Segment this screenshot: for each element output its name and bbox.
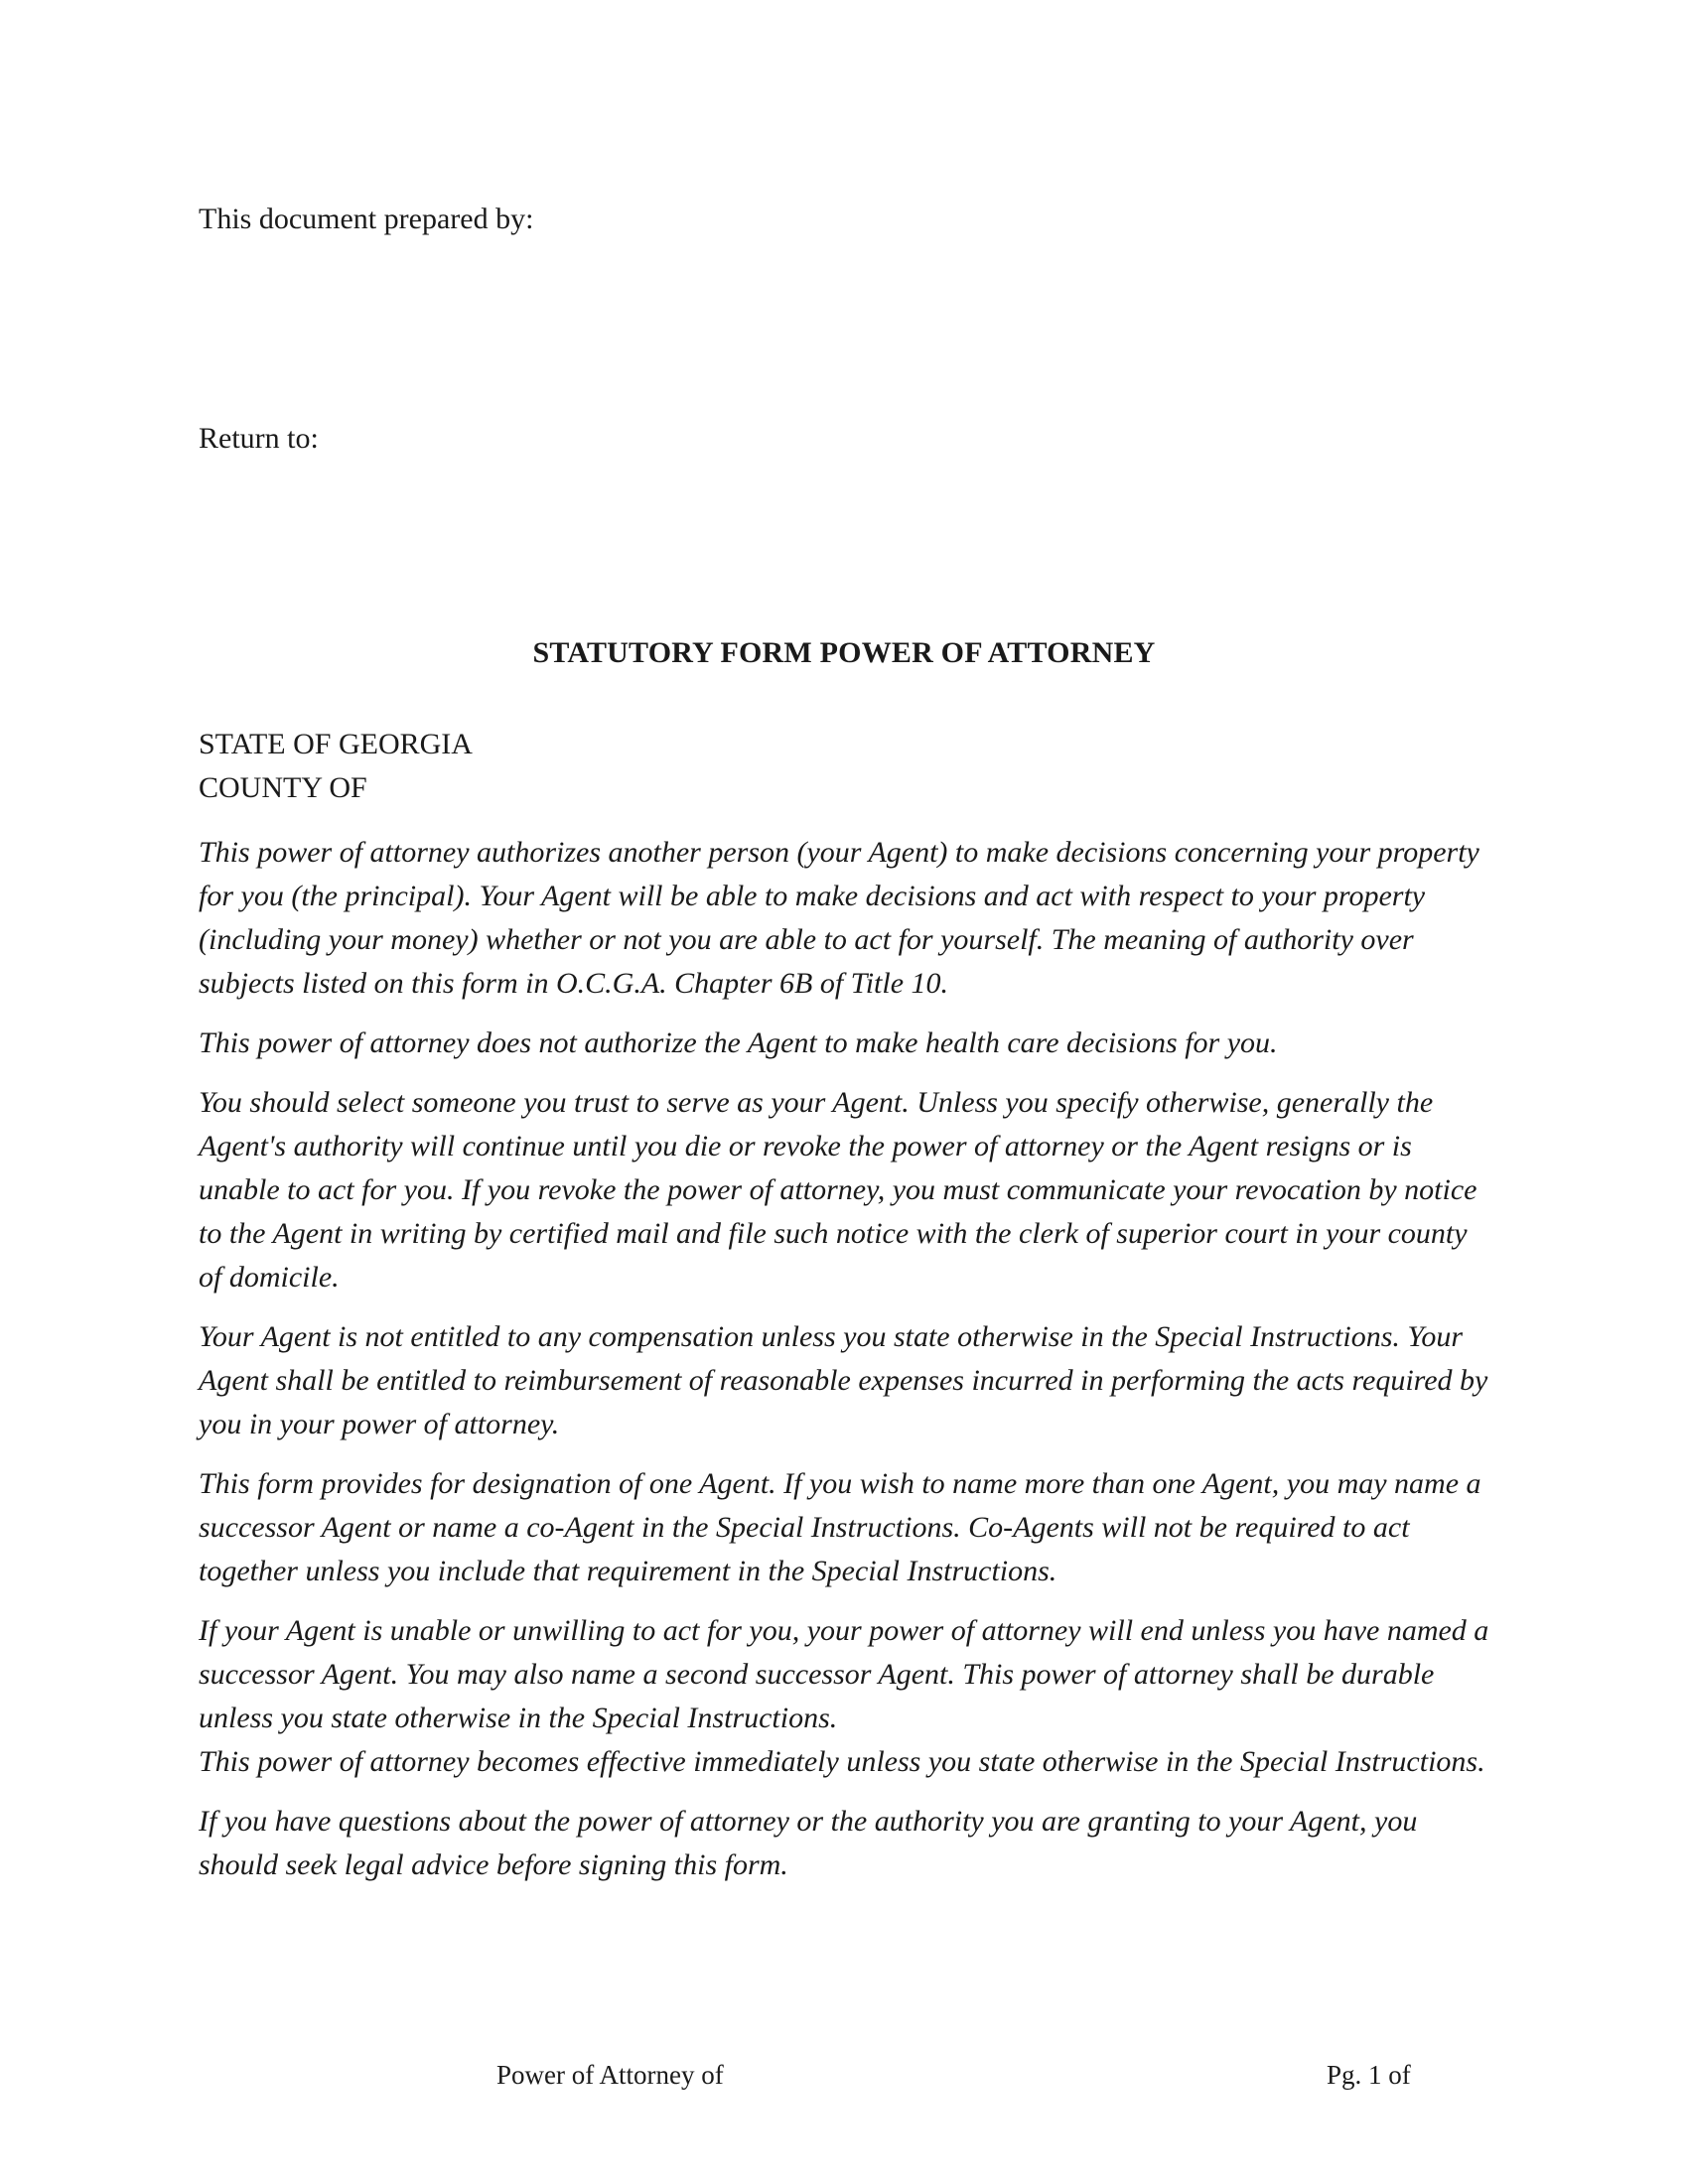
paragraph-compensation: Your Agent is not entitled to any compensation unless you state otherwise in the Special Instructions. Your Agent shall be entitled to reimbursement of reasonable expenses incurred in performing the acts required by you in your power of attorney.	[199, 1320, 1488, 1440]
jurisdiction-block	[199, 723, 473, 810]
return-to-label: Return to:	[199, 422, 319, 455]
instructions-body	[199, 831, 1489, 1903]
prepared-by-label: This document prepared by:	[199, 203, 534, 235]
footer-page-number: Pg. 1 of	[1327, 2060, 1411, 2090]
document-title: STATUTORY FORM POWER OF ATTORNEY	[532, 636, 1156, 669]
paragraph-health-care: This power of attorney does not authorize the Agent to make health care decisions for you.	[199, 1026, 1278, 1059]
county-line: COUNTY OF	[199, 771, 367, 804]
footer-document-name: Power of Attorney of	[496, 2060, 724, 2090]
paragraph-successor: If your Agent is unable or unwilling to act for you, your power of attorney will end unless you have named a successor Agent. You may also name a second successor Agent. This power of attorney shall be durable unless you state otherwise in the Special Instructions.	[199, 1614, 1489, 1734]
state-line: STATE OF GEORGIA	[199, 728, 473, 760]
paragraph-designation: This form provides for designation of one Agent. If you wish to name more than one Agent, you may name a successor Agent or name a co-Agent in the Special Instructions. Co-Agents will not be required to act together unless you include that requirement in the Special Instructions.	[199, 1467, 1481, 1587]
paragraph-legal-advice: If you have questions about the power of attorney or the authority you are granting to your Agent, you should seek legal advice before signing this form.	[199, 1805, 1418, 1881]
paragraph-select-agent: You should select someone you trust to serve as your Agent. Unless you specify otherwise, generally the Agent's authority will continue until you die or revoke the power of attorney or the Agent resigns or is unable to act for you. If you revoke the power of attorney, you must communicate your revocation by notice to the Agent in writing by certified mail and file such notice with the clerk of superior court in your county of domicile.	[199, 1086, 1477, 1294]
paragraph-authorization: This power of attorney authorizes another person (your Agent) to make decisions concerning your property for you (the principal). Your Agent will be able to make decisions and act with respect to your property (including your money) whether or not you are able to act for yourself. The meaning of authority over subjects listed on this form in O.C.G.A. Chapter 6B of Title 10.	[199, 836, 1479, 1000]
paragraph-effective: This power of attorney becomes effective immediately unless you state otherwise in the Special Instructions.	[199, 1745, 1485, 1778]
